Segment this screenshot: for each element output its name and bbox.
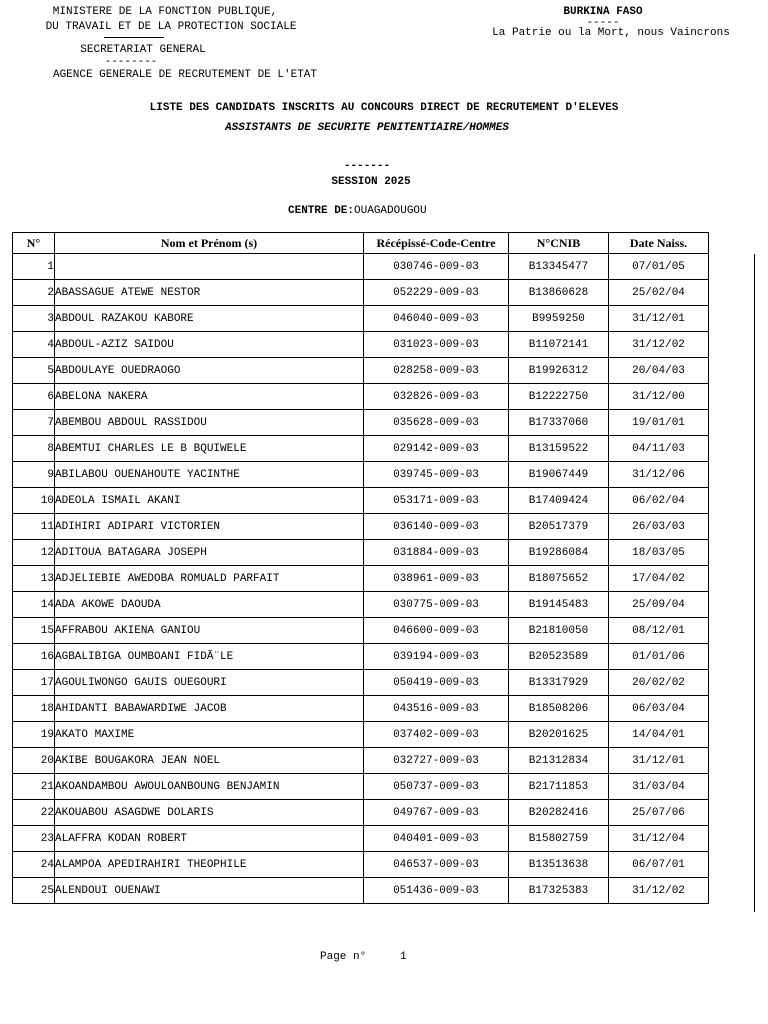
table-row (13, 462, 709, 488)
row-number: 1 (13, 254, 55, 280)
cnib-number: B13513638 (509, 852, 609, 878)
cnib-number: B19926312 (509, 358, 609, 384)
cnib-number: B13159522 (509, 436, 609, 462)
candidate-name: AGOULIWONGO GAUIS OUEGOURI (55, 670, 364, 696)
candidate-name: ABELONA NAKERA (55, 384, 364, 410)
ministry-line-2: DU TRAVAIL ET DE LA PROTECTION SOCIALE (45, 21, 297, 33)
table-header-row (13, 233, 709, 254)
receipt-code: 046040-009-03 (364, 306, 509, 332)
table-row (13, 306, 709, 332)
agency-label: AGENCE GENERALE DE RECRUTEMENT DE L'ETAT (52, 69, 318, 81)
receipt-code: 038961-009-03 (364, 566, 509, 592)
table-row (13, 774, 709, 800)
receipt-code: 051436-009-03 (364, 878, 509, 904)
row-number: 6 (13, 384, 55, 410)
birth-date: 31/12/01 (609, 748, 709, 774)
row-number: 13 (13, 566, 55, 592)
table-row (13, 878, 709, 904)
cnib-number: B21711853 (509, 774, 609, 800)
document-title: LISTE DES CANDIDATS INSCRITS AU CONCOURS DIRECT DE RECRUTEMENT D'ELEVES (149, 102, 619, 114)
candidate-name: ABILABOU OUENAHOUTE YACINTHE (55, 462, 364, 488)
candidates-table (12, 232, 709, 904)
row-number: 23 (13, 826, 55, 852)
row-number: 11 (13, 514, 55, 540)
row-number: 17 (13, 670, 55, 696)
birth-date: 17/04/02 (609, 566, 709, 592)
candidate-name: AFFRABOU AKIENA GANIOU (55, 618, 364, 644)
table-row (13, 410, 709, 436)
birth-date: 31/12/02 (609, 878, 709, 904)
birth-date: 08/12/01 (609, 618, 709, 644)
receipt-code: 029142-009-03 (364, 436, 509, 462)
birth-date: 20/04/03 (609, 358, 709, 384)
candidate-name: AHIDANTI BABAWARDIWE JACOB (55, 696, 364, 722)
cnib-number: B13317929 (509, 670, 609, 696)
receipt-code: 030746-009-03 (364, 254, 509, 280)
receipt-code: 043516-009-03 (364, 696, 509, 722)
candidate-name: ABDOUL-AZIZ SAIDOU (55, 332, 364, 358)
cnib-number: B17325383 (509, 878, 609, 904)
birth-date: 06/03/04 (609, 696, 709, 722)
candidate-name: ADJELIEBIE AWEDOBA ROMUALD PARFAIT (55, 566, 364, 592)
candidate-name: ABDOUL RAZAKOU KABORE (55, 306, 364, 332)
birth-date: 31/03/04 (609, 774, 709, 800)
table-row (13, 748, 709, 774)
country-name: BURKINA FASO (563, 6, 643, 18)
table-row (13, 826, 709, 852)
row-number: 3 (13, 306, 55, 332)
row-number: 20 (13, 748, 55, 774)
col-header-cnib: N°CNIB (509, 233, 609, 254)
cnib-number: B13860628 (509, 280, 609, 306)
receipt-code: 031023-009-03 (364, 332, 509, 358)
document-subtitle: ASSISTANTS DE SECURITE PENITENTIAIRE/HOMMES (225, 122, 509, 134)
birth-date: 25/02/04 (609, 280, 709, 306)
cnib-number: B18508206 (509, 696, 609, 722)
cnib-number: B11072141 (509, 332, 609, 358)
col-header-receipt: Récépissé-Code-Centre (364, 233, 509, 254)
row-number: 8 (13, 436, 55, 462)
birth-date: 31/12/01 (609, 306, 709, 332)
centre-value: OUAGADOUGOU (354, 205, 427, 217)
cnib-number: B12222750 (509, 384, 609, 410)
receipt-code: 032727-009-03 (364, 748, 509, 774)
receipt-code: 046537-009-03 (364, 852, 509, 878)
row-number: 14 (13, 592, 55, 618)
table-row (13, 800, 709, 826)
candidate-name: AKATO MAXIME (55, 722, 364, 748)
cnib-number: B13345477 (509, 254, 609, 280)
table-row (13, 670, 709, 696)
birth-date: 31/12/00 (609, 384, 709, 410)
centre-label: CENTRE DE: (288, 205, 355, 217)
secretariat-label: SECRETARIAT GENERAL (80, 44, 206, 56)
receipt-code: 037402-009-03 (364, 722, 509, 748)
receipt-code: 035628-009-03 (364, 410, 509, 436)
table-row (13, 254, 709, 280)
candidate-name: ADITOUA BATAGARA JOSEPH (55, 540, 364, 566)
cnib-number: B19286084 (509, 540, 609, 566)
candidate-name: ABDOULAYE OUEDRAOGO (55, 358, 364, 384)
ministry-underline (104, 37, 164, 38)
table-row (13, 592, 709, 618)
table-row (13, 540, 709, 566)
candidate-name: ALAMPOA APEDIRAHIRI THEOPHILE (55, 852, 364, 878)
col-header-number: N° (13, 233, 55, 254)
table-row (13, 358, 709, 384)
receipt-code: 053171-009-03 (364, 488, 509, 514)
col-header-birthdate: Date Naiss. (609, 233, 709, 254)
candidate-name: ADEOLA ISMAIL AKANI (55, 488, 364, 514)
page-label: Page n° (320, 951, 367, 963)
row-number: 21 (13, 774, 55, 800)
cnib-number: B19145483 (509, 592, 609, 618)
birth-date: 31/12/02 (609, 332, 709, 358)
receipt-code: 050737-009-03 (364, 774, 509, 800)
table-row (13, 436, 709, 462)
candidate-name: ABEMBOU ABDOUL RASSIDOU (55, 410, 364, 436)
cnib-number: B17337060 (509, 410, 609, 436)
birth-date: 20/02/02 (609, 670, 709, 696)
row-number: 18 (13, 696, 55, 722)
row-number: 15 (13, 618, 55, 644)
table-row (13, 852, 709, 878)
national-motto: La Patrie ou la Mort, nous Vaincrons (492, 27, 730, 39)
row-number: 7 (13, 410, 55, 436)
candidate-name: ABASSAGUE ATEWE NESTOR (55, 280, 364, 306)
cnib-number: B18075652 (509, 566, 609, 592)
birth-date: 14/04/01 (609, 722, 709, 748)
separator-dashes-left: -------- (104, 56, 158, 68)
row-number: 24 (13, 852, 55, 878)
birth-date: 18/03/05 (609, 540, 709, 566)
page-number: 1 (400, 951, 407, 963)
session-label: SESSION 2025 (331, 176, 411, 188)
row-number: 16 (13, 644, 55, 670)
birth-date: 07/01/05 (609, 254, 709, 280)
table-row (13, 514, 709, 540)
row-number: 22 (13, 800, 55, 826)
receipt-code: 039745-009-03 (364, 462, 509, 488)
receipt-code: 036140-009-03 (364, 514, 509, 540)
cnib-number: B17409424 (509, 488, 609, 514)
cnib-number: B9959250 (509, 306, 609, 332)
cnib-number: B20201625 (509, 722, 609, 748)
table-row (13, 696, 709, 722)
receipt-code: 040401-009-03 (364, 826, 509, 852)
candidate-name: AKIBE BOUGAKORA JEAN NOEL (55, 748, 364, 774)
centre-line (288, 205, 427, 217)
table-row (13, 488, 709, 514)
table-row (13, 384, 709, 410)
birth-date: 19/01/01 (609, 410, 709, 436)
receipt-code: 052229-009-03 (364, 280, 509, 306)
cnib-number: B21312834 (509, 748, 609, 774)
row-number: 4 (13, 332, 55, 358)
table-row (13, 618, 709, 644)
candidate-name: ADIHIRI ADIPARI VICTORIEN (55, 514, 364, 540)
candidate-name: AKOUABOU ASAGDWE DOLARIS (55, 800, 364, 826)
table-row (13, 332, 709, 358)
table-row (13, 566, 709, 592)
cnib-number: B21810050 (509, 618, 609, 644)
cnib-number: B19067449 (509, 462, 609, 488)
right-margin-rule (754, 254, 755, 912)
birth-date: 06/02/04 (609, 488, 709, 514)
birth-date: 25/07/06 (609, 800, 709, 826)
row-number: 12 (13, 540, 55, 566)
receipt-code: 031884-009-03 (364, 540, 509, 566)
receipt-code: 028258-009-03 (364, 358, 509, 384)
receipt-code: 030775-009-03 (364, 592, 509, 618)
row-number: 10 (13, 488, 55, 514)
birth-date: 04/11/03 (609, 436, 709, 462)
cnib-number: B20523589 (509, 644, 609, 670)
row-number: 2 (13, 280, 55, 306)
candidate-name (55, 254, 364, 280)
candidate-name: ALENDOUI OUENAWI (55, 878, 364, 904)
col-header-name: Nom et Prénom (s) (55, 233, 364, 254)
title-separator: ------- (343, 160, 391, 172)
candidate-name: ALAFFRA KODAN ROBERT (55, 826, 364, 852)
table-row (13, 722, 709, 748)
row-number: 25 (13, 878, 55, 904)
receipt-code: 049767-009-03 (364, 800, 509, 826)
candidate-name: ADA AKOWE DAOUDA (55, 592, 364, 618)
receipt-code: 032826-009-03 (364, 384, 509, 410)
birth-date: 31/12/06 (609, 462, 709, 488)
candidate-name: ABEMTUI CHARLES LE B BQUIWELE (55, 436, 364, 462)
birth-date: 25/09/04 (609, 592, 709, 618)
row-number: 19 (13, 722, 55, 748)
table-row (13, 280, 709, 306)
ministry-line-1: MINISTERE DE LA FONCTION PUBLIQUE, (52, 6, 278, 18)
table-row (13, 644, 709, 670)
cnib-number: B20517379 (509, 514, 609, 540)
birth-date: 06/07/01 (609, 852, 709, 878)
row-number: 5 (13, 358, 55, 384)
birth-date: 31/12/04 (609, 826, 709, 852)
birth-date: 01/01/06 (609, 644, 709, 670)
cnib-number: B15802759 (509, 826, 609, 852)
candidate-name: AGBALIBIGA OUMBOANI FIDÃ¨LE (55, 644, 364, 670)
separator-dashes-right: ----- (586, 17, 620, 29)
birth-date: 26/03/03 (609, 514, 709, 540)
cnib-number: B20282416 (509, 800, 609, 826)
receipt-code: 050419-009-03 (364, 670, 509, 696)
receipt-code: 046600-009-03 (364, 618, 509, 644)
receipt-code: 039194-009-03 (364, 644, 509, 670)
candidate-name: AKOANDAMBOU AWOULOANBOUNG BENJAMIN (55, 774, 364, 800)
row-number: 9 (13, 462, 55, 488)
